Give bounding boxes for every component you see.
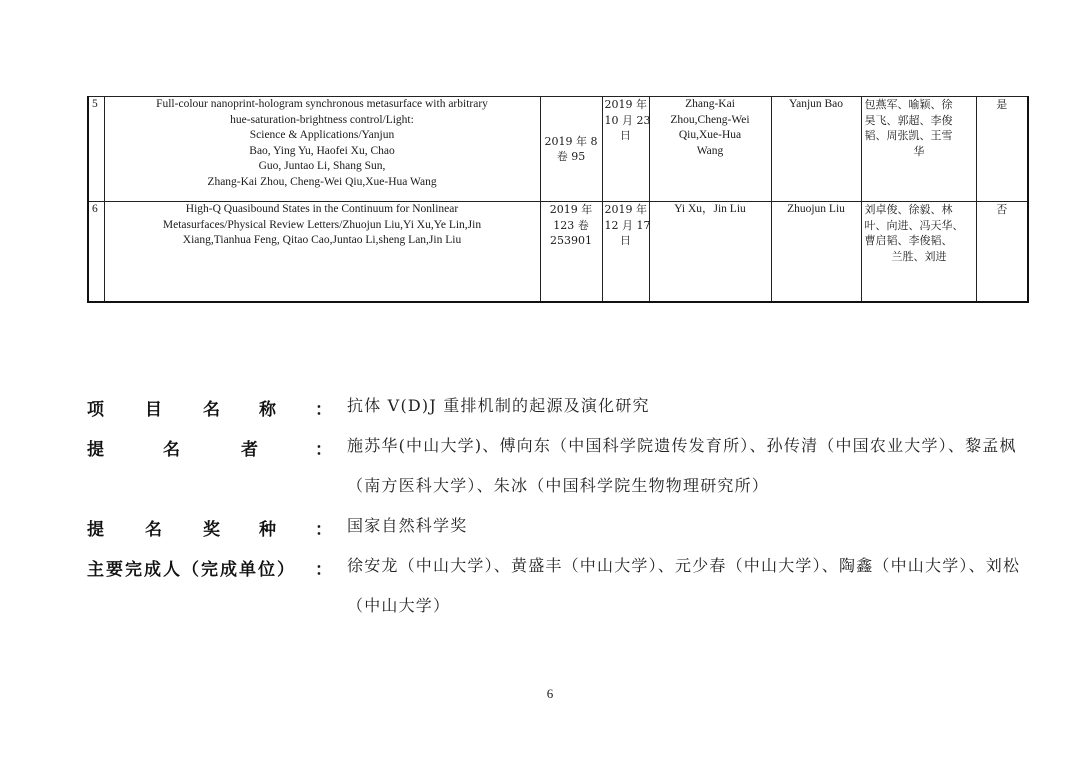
date-line: 2019 年 (604, 203, 647, 216)
author-line: 昊飞、郭超、李俊 (864, 113, 953, 127)
label-colon: ： (315, 400, 332, 420)
table-row (88, 97, 1028, 202)
papers-table (87, 96, 1029, 303)
label-colon: ： (315, 440, 332, 460)
volume-line: 2019 年 8 (544, 134, 598, 148)
publish-date-cell (602, 202, 649, 302)
first-author-cell: Zhuojun Liu (771, 202, 861, 302)
volume-line: 253901 (550, 234, 592, 247)
author-line: 兰胜、刘进 (891, 249, 947, 263)
nominator-value: 施苏华(中山大学)、傅向东（中国科学院遗传发育所）、孙传清（中国农业大学）、黎孟枫（南方医科大学）、朱冰（中国科学院生物物理研究所） (347, 436, 1017, 495)
volume-line: 2019 年 (549, 203, 593, 216)
project-name-row: 项 目 名 称 ： 抗体 V(D)J 重排机制的起源及演化研究 (87, 390, 1032, 430)
author-line: 刘卓俊、徐毅、林 (864, 203, 953, 216)
main-completers-value: 徐安龙（中山大学）、黄盛丰（中山大学）、元少春（中山大学）、陶鑫（中山大学）、刘松（中山大学） (347, 556, 1021, 615)
paper-title-cell (104, 202, 540, 302)
row-number: 6 (88, 202, 104, 302)
chinese-authors-cell (861, 202, 976, 302)
title-line: Xiang,Tianhua Feng, Qitao Cao,Juntao Li,sheng Lan,Jin Liu (182, 234, 462, 246)
project-name-value: 抗体 V(D)J 重排机制的起源及演化研究 (347, 396, 650, 415)
date-line: 12 月 17 (604, 218, 651, 232)
label-colon: ： (315, 520, 332, 540)
author-line: Zhang-Kai (685, 98, 735, 110)
main-completers-row (87, 550, 1032, 630)
paper-title-cell (104, 97, 540, 202)
date-line: 日 (620, 129, 631, 142)
volume-line: 卷 95 (556, 150, 586, 163)
flag-cell: 否 (976, 202, 1028, 302)
project-info (87, 390, 1032, 630)
corresponding-author-cell (649, 202, 771, 302)
row-number: 5 (88, 97, 104, 202)
author-line: 叶、向进、冯天华、 (864, 218, 964, 232)
volume-cell (540, 97, 602, 202)
flag-cell: 是 (976, 97, 1028, 202)
title-line: Guo, Juntao Li, Shang Sun, (258, 160, 386, 172)
author-line: Zhou,Cheng-Wei (670, 113, 750, 126)
title-line: Bao, Ying Yu, Haofei Xu, Chao (249, 144, 395, 157)
author-line: Qiu,Xue-Hua (678, 129, 742, 141)
corresponding-author-cell (649, 97, 771, 202)
author-line: 韬、周张凯、王雪 (864, 129, 953, 142)
table-row (88, 202, 1028, 302)
award-type-row: 提 名 奖 种 ： 国家自然科学奖 (87, 510, 1032, 550)
title-line: Full-colour nanoprint-hologram synchronous metasurface with arbitrary (156, 98, 488, 110)
nominator-row: 提 名 者 ： 施苏华(中山大学)、傅向东（中国科学院遗传发育所）、孙传清（中国农业大学）、黎孟枫（南方医科大学）、朱冰（中国科学院生物物理研究所） (87, 430, 1032, 510)
volume-line: 123 卷 (553, 218, 589, 232)
author-line: 华 (913, 144, 925, 158)
main-completers-label: 主要完成人（完成单位） (87, 560, 296, 580)
title-line: Science & Applications/Yanjun (249, 129, 395, 141)
date-line: 2019 年 (604, 98, 647, 111)
date-line: 10 月 23 (604, 113, 651, 127)
title-line: High-Q Quasibound States in the Continuum for Nonlinear (185, 203, 459, 215)
award-type-value: 国家自然科学奖 (347, 516, 468, 535)
chinese-authors-cell (861, 97, 976, 202)
page-number: 6 (546, 686, 554, 701)
author-line: 包燕军、喻颖、徐 (864, 98, 953, 111)
date-line: 日 (620, 234, 631, 247)
author-line: 曹启韬、李俊韬、 (864, 234, 953, 247)
author-line: Yi Xu，Jin Liu (674, 203, 746, 215)
author-line: Wang (696, 144, 724, 157)
title-line: Metasurfaces/Physical Review Letters/Zhuojun Liu,Yi Xu,Ye Lin,Jin (162, 218, 482, 231)
label-colon: ： (315, 560, 332, 580)
title-line: Zhang-Kai Zhou, Cheng-Wei Qiu,Xue-Hua Wang (207, 175, 437, 188)
publish-date-cell (602, 97, 649, 202)
first-author-cell: Yanjun Bao (771, 97, 861, 202)
title-line: hue-saturation-brightness control/Light: (230, 113, 414, 126)
volume-cell (540, 202, 602, 302)
